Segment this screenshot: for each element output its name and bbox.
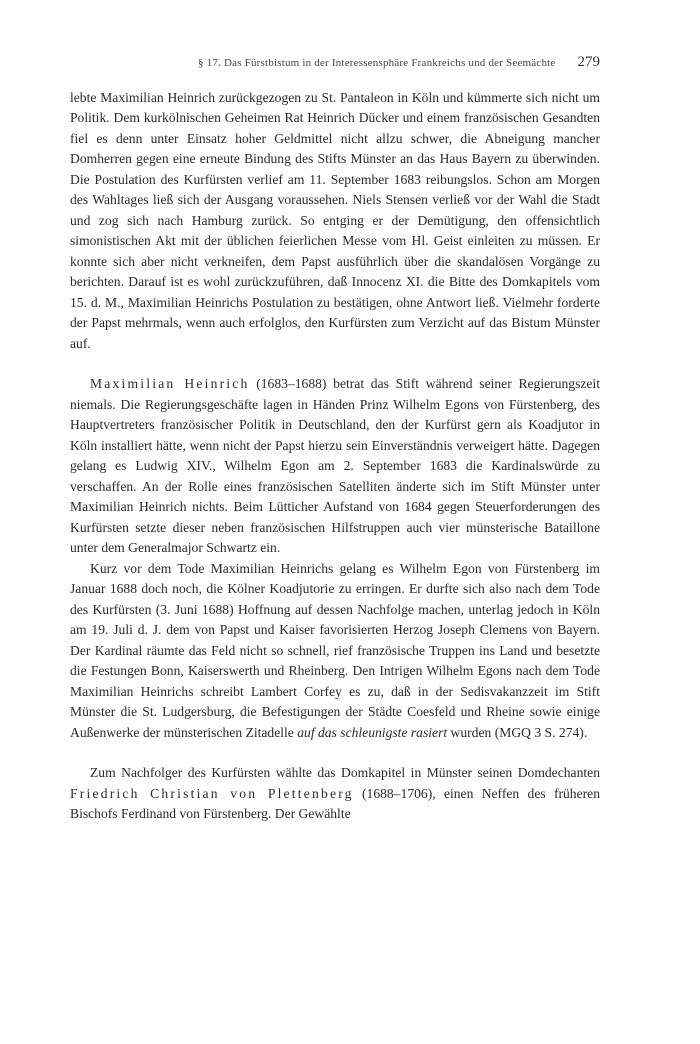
person-name: Friedrich Christian von Plettenberg (70, 785, 354, 801)
document-page (70, 52, 600, 825)
page-number: 279 (577, 54, 600, 70)
paragraph-3-text-b: wurden (MGQ 3 S. 274). (447, 724, 588, 740)
paragraph-4-text-b: (1688–1706), einen Neffen des früheren Bischofs Ferdinand von Fürstenberg. Der Gewählte (70, 785, 600, 821)
paragraph-4 (70, 763, 600, 825)
paragraph-1: lebte Maximilian Heinrich zurückgezogen zu St. Pantaleon in Köln und kümmerte sich nicht um Politik. Dem kurkölnischen Geheimen Rat Heinrich Dücker und einem französischen Gesandten fiel es denn unter Einsatz hoher Geldmittel nicht allzu schwer, die Abneigung mancher Domherren gegen eine erneute Bindung des Stifts Münster an das Haus Bayern zu überwinden. Die Postulation des Kurfürsten verlief am 11. September 1683 reibungslos. Schon am Morgen des Wahltages ließ sich der Ausgang voraussehen. Niels Stensen verließ vor der Wahl die Stadt und zog sich nach Hamburg zurück. So entging er der Demütigung, den offensichtlich simonistischen Akt mit der üblichen feierlichen Messe vom Hl. Geist einleiten zu müssen. Er konnte sich aber nicht verkneifen, dem Papst ausführlich über die skandalösen Vorgänge zu berichten. Darauf ist es wohl zurückzuführen, daß Innocenz XI. die Bitte des Domkapitels vom 15. d. M., Maximilian Heinrichs Postulation zu bestätigen, ohne Antwort ließ. Vielmehr forderte der Papst mehrmals, wenn auch erfolglos, den Kurfürsten zum Verzicht auf das Bistum Münster auf. (70, 89, 600, 351)
paragraph-2 (70, 374, 600, 559)
quoted-phrase: auf das schleunigste rasiert (297, 724, 448, 740)
header-title: § 17. Das Fürstbistum in der Interessensphäre Frankreichs und der Seemächte (198, 57, 556, 69)
paragraph-2-text: (1683–1688) betrat das Stift während seiner Regierungszeit niemals. Die Regierungsgeschäfte lagen in Händen Prinz Wilhelm Egons von Fürstenberg, des Hauptvertreters französischer Politik in Deutschland, den der Kurfürst gern als Koadjutor in Köln installiert hätte, wenn nicht der Papst hierzu sein Einverständnis verweigert hätte. Dagegen gelang es Ludwig XIV., Wilhelm Egon am 2. September 1683 die Kardinalswürde zu verschaffen. An der Rolle eines französischen Satelliten änderte sich im Stift Münster unter Maximilian Heinrich nichts. Beim Lütticher Aufstand von 1684 gegen Steuerforderungen des Kurfürsten setzte dieser neben französischen Hilfstruppen auch vier münsterische Bataillone unter dem Generalmajor Schwartz ein. (70, 376, 600, 555)
paragraph-3-text-a: Kurz vor dem Tode Maximilian Heinrichs gelang es Wilhelm Egon von Fürstenberg im Januar 1688 doch noch, die Kölner Koadjutorie zu erringen. Er durfte sich also nach dem Tode des Kurfürsten (3. Juni 1688) Hoffnung auf dessen Nachfolge machen, unterlag jedoch in Köln am 19. Juli d. J. dem von Papst und Kaiser favorisierten Herzog Joseph Clemens von Bayern. Der Kardinal räumte das Feld nicht so schnell, rief französische Truppen ins Land und besetzte die Festungen Bonn, Kaiserswerth und Rheinberg. Den Intrigen Wilhelm Egons nach dem Tode Maximilian Heinrichs schreibt Lambert Corfey es zu, daß in der Sedisvakanzzeit im Stift Münster die St. Ludgersburg, die Befestigungen der Städte Coesfeld und Rheine sowie einige Außenwerke der münsterischen Zitadelle (70, 560, 600, 740)
paragraph-4-text-a: Zum Nachfolger des Kurfürsten wählte das Domkapitel in Münster seinen Domdechanten (90, 765, 600, 780)
paragraph-3 (70, 559, 600, 744)
person-name: Maximilian Heinrich (90, 376, 250, 391)
running-header (70, 52, 600, 74)
